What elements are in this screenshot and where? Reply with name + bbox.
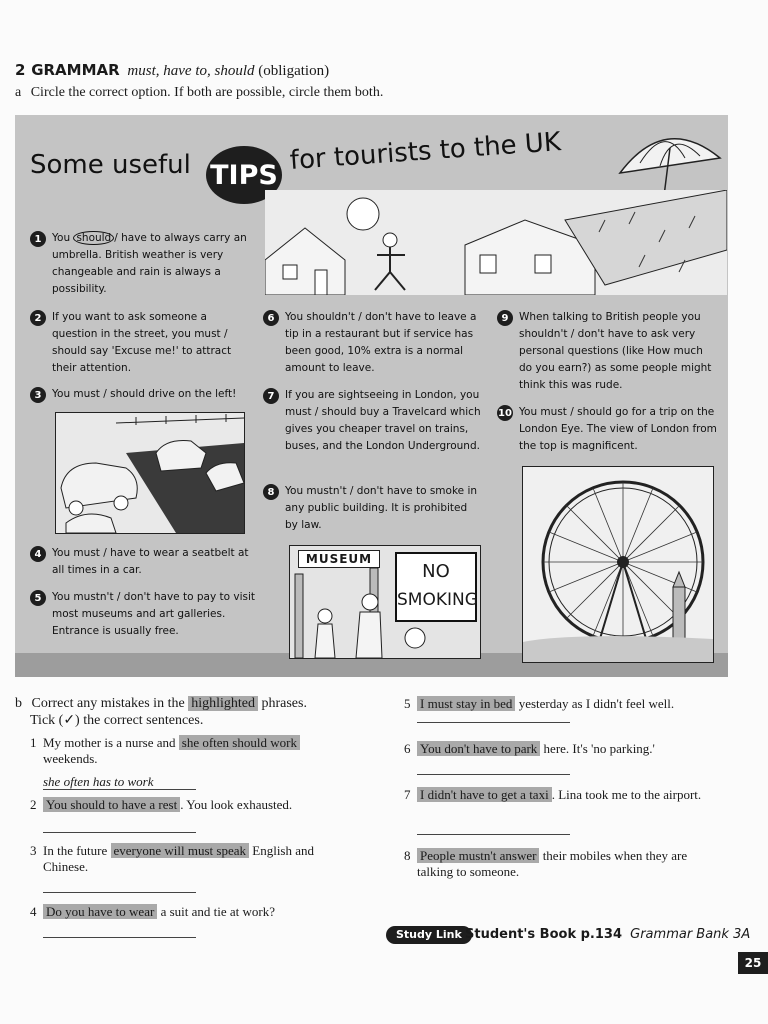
exercise-highlight: I must stay in bed (417, 696, 515, 711)
tip-8 (263, 483, 478, 534)
house-illustration (265, 190, 727, 295)
instruction-b-text-1: Correct any mistakes in the (31, 696, 189, 711)
section-word: GRAMMAR (31, 61, 120, 79)
section-topic-paren: (obligation) (258, 63, 330, 79)
answer-line-5[interactable] (417, 722, 570, 723)
tips-badge-label: TIPS (210, 159, 278, 191)
exercise-item-2 (30, 797, 370, 813)
exercise-highlight: she often should work (179, 735, 300, 750)
museum-sign-text: MUSEUM (305, 552, 373, 566)
tip-7-text: If you are sightseeing in London, you must / should buy a Travelcard which gives you cheaper travel on trains, buses, and the London Underground. (285, 389, 481, 452)
no-smoking-sign-line2: SMOKING (397, 590, 478, 610)
exercise-item-5 (404, 696, 734, 712)
tip-number-badge: 5 (30, 590, 46, 606)
study-link-badge[interactable] (386, 926, 472, 944)
instruction-b-tick: Tick (✓) the correct sentences. (30, 713, 204, 728)
no-smoking-sign-line1: NO (422, 561, 450, 582)
tip-7 (263, 387, 483, 455)
instruction-b-highlight: highlighted (188, 696, 258, 711)
tip-1 (30, 230, 255, 298)
instruction-b-letter: b (15, 696, 22, 711)
tip-number-badge: 10 (497, 405, 513, 421)
exercise-highlight: Do you have to wear (43, 904, 157, 919)
exercise-highlight: People mustn't answer (417, 848, 539, 863)
section-topic: must, have to, should (127, 63, 255, 79)
driving-illustration (55, 412, 245, 534)
tip-9-text: When talking to British people you shouldn't / don't have to ask very personal questions (like How much do you earn?) as some people might think this was rude. (519, 311, 712, 391)
tip-2 (30, 309, 245, 377)
answer-line-1 (43, 789, 196, 790)
exercise-item-6 (404, 741, 734, 757)
tip-8-text: You mustn't / don't have to smoke in any public building. It is prohibited by law. (285, 485, 478, 531)
section-number: 2 (15, 61, 26, 79)
exercise-item-3 (30, 843, 350, 875)
grammar-bank-ref: Grammar Bank 3A (630, 927, 751, 942)
instruction-a-letter: a (15, 85, 22, 100)
tip-1-text-b: / have to always carry an umbrella. British weather is very changeable and rain is always a possibility. (52, 232, 247, 295)
banner-title (30, 150, 191, 180)
tip-1-text-a: You (52, 232, 74, 244)
exercise-number: 1 (30, 735, 37, 750)
tip-number-badge: 4 (30, 546, 46, 562)
exercise-number: 6 (404, 741, 411, 756)
museum-sign (298, 550, 380, 568)
exercise-post: . You look exhausted. (180, 797, 293, 812)
page-number-text: 25 (744, 956, 762, 970)
exercise-highlight: everyone will must speak (111, 843, 250, 858)
students-book-ref: Student's Book p.134 (465, 927, 622, 942)
exercise-highlight: I didn't have to get a taxi (417, 787, 552, 802)
banner-title-right-text: for tourists to the UK (288, 127, 562, 176)
instruction-b-text-2: phrases. (257, 696, 307, 711)
instruction-a (15, 85, 383, 101)
tip-2-text: If you want to ask someone a question in the street, you must / should say 'Excuse me!' to attract their attention. (52, 311, 232, 374)
instruction-b (15, 695, 307, 729)
tip-number-badge: 6 (263, 310, 279, 326)
tip-3 (30, 386, 255, 403)
london-eye-illustration (522, 466, 714, 663)
tip-1-text (30, 230, 255, 298)
exercise-post: their mobiles when they are talking to someone. (417, 848, 688, 879)
exercise-post: yesterday as I didn't feel well. (515, 696, 675, 711)
exercise-post: here. It's 'no parking.' (540, 741, 655, 756)
exercise-item-8 (404, 848, 714, 880)
tip-number-badge: 9 (497, 310, 513, 326)
exercise-highlight: You should to have a rest (43, 797, 180, 812)
tip-10-text: You must / should go for a trip on the London Eye. The view of London from the top is magnificent. (519, 406, 717, 452)
tip-number-badge: 8 (263, 484, 279, 500)
banner-title-left: Some useful (30, 150, 191, 180)
exercise-number: 4 (30, 904, 37, 919)
exercise-item-4 (30, 904, 370, 920)
exercise-pre: In the future (43, 843, 111, 858)
exercise-post: English and Chinese. (43, 843, 315, 874)
tip-6-text: You shouldn't / don't have to leave a tip in a restaurant but if service has been good, 10% extra is a normal amount to leave. (285, 311, 477, 374)
tip-5 (30, 589, 255, 640)
answer-line-4[interactable] (43, 937, 196, 938)
exercise-number: 8 (404, 848, 411, 863)
no-smoking-sign (395, 552, 477, 622)
exercise-number: 5 (404, 696, 411, 711)
exercise-post: . Lina took me to the airport. (551, 787, 702, 802)
answer-line-7[interactable] (417, 834, 570, 835)
tip-number-badge: 1 (30, 231, 46, 247)
exercise-item-1 (30, 735, 340, 767)
tip-9 (497, 309, 719, 394)
tip-number-badge: 7 (263, 388, 279, 404)
tip-4-text: You must / have to wear a seatbelt at all times in a car. (52, 547, 249, 576)
study-link-label: Study Link (396, 928, 462, 941)
tip-5-text: You mustn't / don't have to pay to visit most museums and art galleries. Entrance is usually free. (52, 591, 256, 637)
tip-number-badge: 2 (30, 310, 46, 326)
answer-line-3[interactable] (43, 892, 196, 893)
museum-illustration (289, 545, 481, 659)
tip-3-text: You must / should drive on the left! (52, 388, 237, 400)
exercise-number: 7 (404, 787, 411, 802)
instruction-a-text: Circle the correct option. If both are possible, circle them both. (30, 85, 384, 100)
exercise-highlight: You don't have to park (417, 741, 540, 756)
answer-line-2[interactable] (43, 832, 196, 833)
exercise-post: a suit and tie at work? (157, 904, 275, 919)
study-link-reference (465, 925, 750, 945)
page-number (738, 952, 768, 974)
tip-4 (30, 545, 255, 579)
exercise-number: 2 (30, 797, 37, 812)
exercise-item-7 (404, 787, 704, 803)
answer-line-6[interactable] (417, 774, 570, 775)
exercise-answer-1[interactable]: she often has to work (43, 774, 154, 789)
exercise-number: 3 (30, 843, 37, 858)
circled-answer: should (73, 231, 114, 245)
exercise-pre: My mother is a nurse and (43, 735, 179, 750)
tip-6 (263, 309, 483, 377)
tip-number-badge: 3 (30, 387, 46, 403)
exercise-post: weekends. (43, 751, 98, 766)
section-heading (15, 61, 329, 80)
tip-10 (497, 404, 719, 455)
